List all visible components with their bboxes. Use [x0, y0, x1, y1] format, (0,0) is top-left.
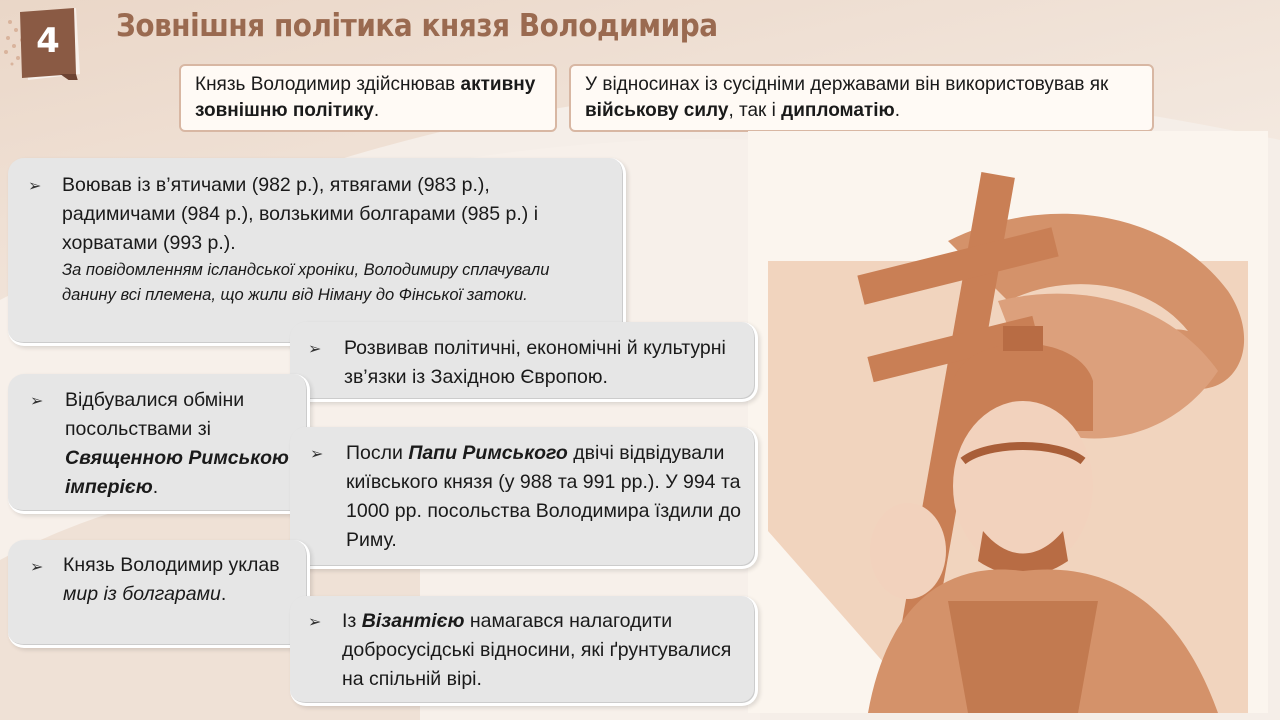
- intro-right-bold-military: військову силу: [585, 100, 729, 121]
- intro-right-bold-diplomacy: дипломатію: [781, 100, 895, 121]
- card-bulgars-end: .: [220, 583, 227, 605]
- bullet-arrow-icon: ➢: [310, 446, 324, 463]
- card-west: [290, 322, 758, 402]
- slide-number: 4: [36, 21, 60, 61]
- card-west-text: Розвивав політичні, економічні й культурні зв’язки із Західною Європою.: [344, 337, 726, 388]
- intro-box-right: [569, 64, 1154, 132]
- bullet-arrow-icon: ➢: [308, 614, 322, 631]
- intro-right-text: У відносинах із сусідніми державами він використовував як: [585, 74, 1109, 95]
- card-bulgars-text: Князь Володимир уклав: [63, 554, 280, 576]
- card-wars-text: Воював із в’ятичами (982 р.), ятвягами (983 р.), радимичами (984 р.), волзькими болгарами (985 р.) і хорватами (993 р.).: [62, 174, 539, 254]
- intro-left-bold: активну зовнішню політику: [195, 74, 536, 121]
- card-pope-text: Посли: [346, 442, 409, 464]
- bullet-arrow-icon: ➢: [308, 341, 322, 358]
- card-pope-end: двічі відвідували київського князя (у 988 та 991 рр.). У 994 та 1000 рр. посольства Володимира їздили до Риму.: [346, 442, 741, 551]
- intro-box-left: [179, 64, 557, 132]
- intro-right-end: .: [894, 100, 901, 121]
- intro-right-middle: , так і: [728, 100, 782, 121]
- card-pope-emphasis: Папи Римського: [408, 442, 568, 464]
- card-byzantium-text: Із: [342, 610, 362, 632]
- card-byzantium: [290, 596, 758, 706]
- card-byzantium-end: намагався налагодити добросусідські відносини, які ґрунтувалися на спільній вірі.: [342, 610, 732, 690]
- card-empire: [8, 374, 310, 514]
- card-byzantium-emphasis: Візантією: [361, 610, 465, 632]
- card-bulgars: [8, 540, 310, 648]
- page-title: Зовнішня політика князя Володимира: [116, 8, 718, 44]
- card-bulgars-emphasis: мир із болгарами: [63, 583, 221, 605]
- card-empire-end: .: [152, 476, 159, 498]
- intro-left-text: Князь Володимир здійснював: [195, 74, 461, 95]
- card-wars: [8, 158, 626, 346]
- bullet-arrow-icon: ➢: [30, 559, 44, 576]
- bullet-arrow-icon: ➢: [30, 393, 44, 410]
- bullet-arrow-icon: ➢: [28, 178, 42, 195]
- card-pope: [290, 427, 758, 569]
- volodymyr-illustration: [748, 131, 1268, 713]
- slide-number-badge: [20, 8, 82, 80]
- intro-left-end: .: [373, 100, 380, 121]
- card-empire-text: Відбувалися обміни посольствами зі: [65, 389, 245, 440]
- card-empire-emphasis: Священною Римською імперією: [65, 447, 289, 498]
- card-wars-note: За повідомленням ісландської хроніки, Володимиру сплачували данину всі племена, що жили від Німану до Фінської затоки.: [62, 261, 550, 304]
